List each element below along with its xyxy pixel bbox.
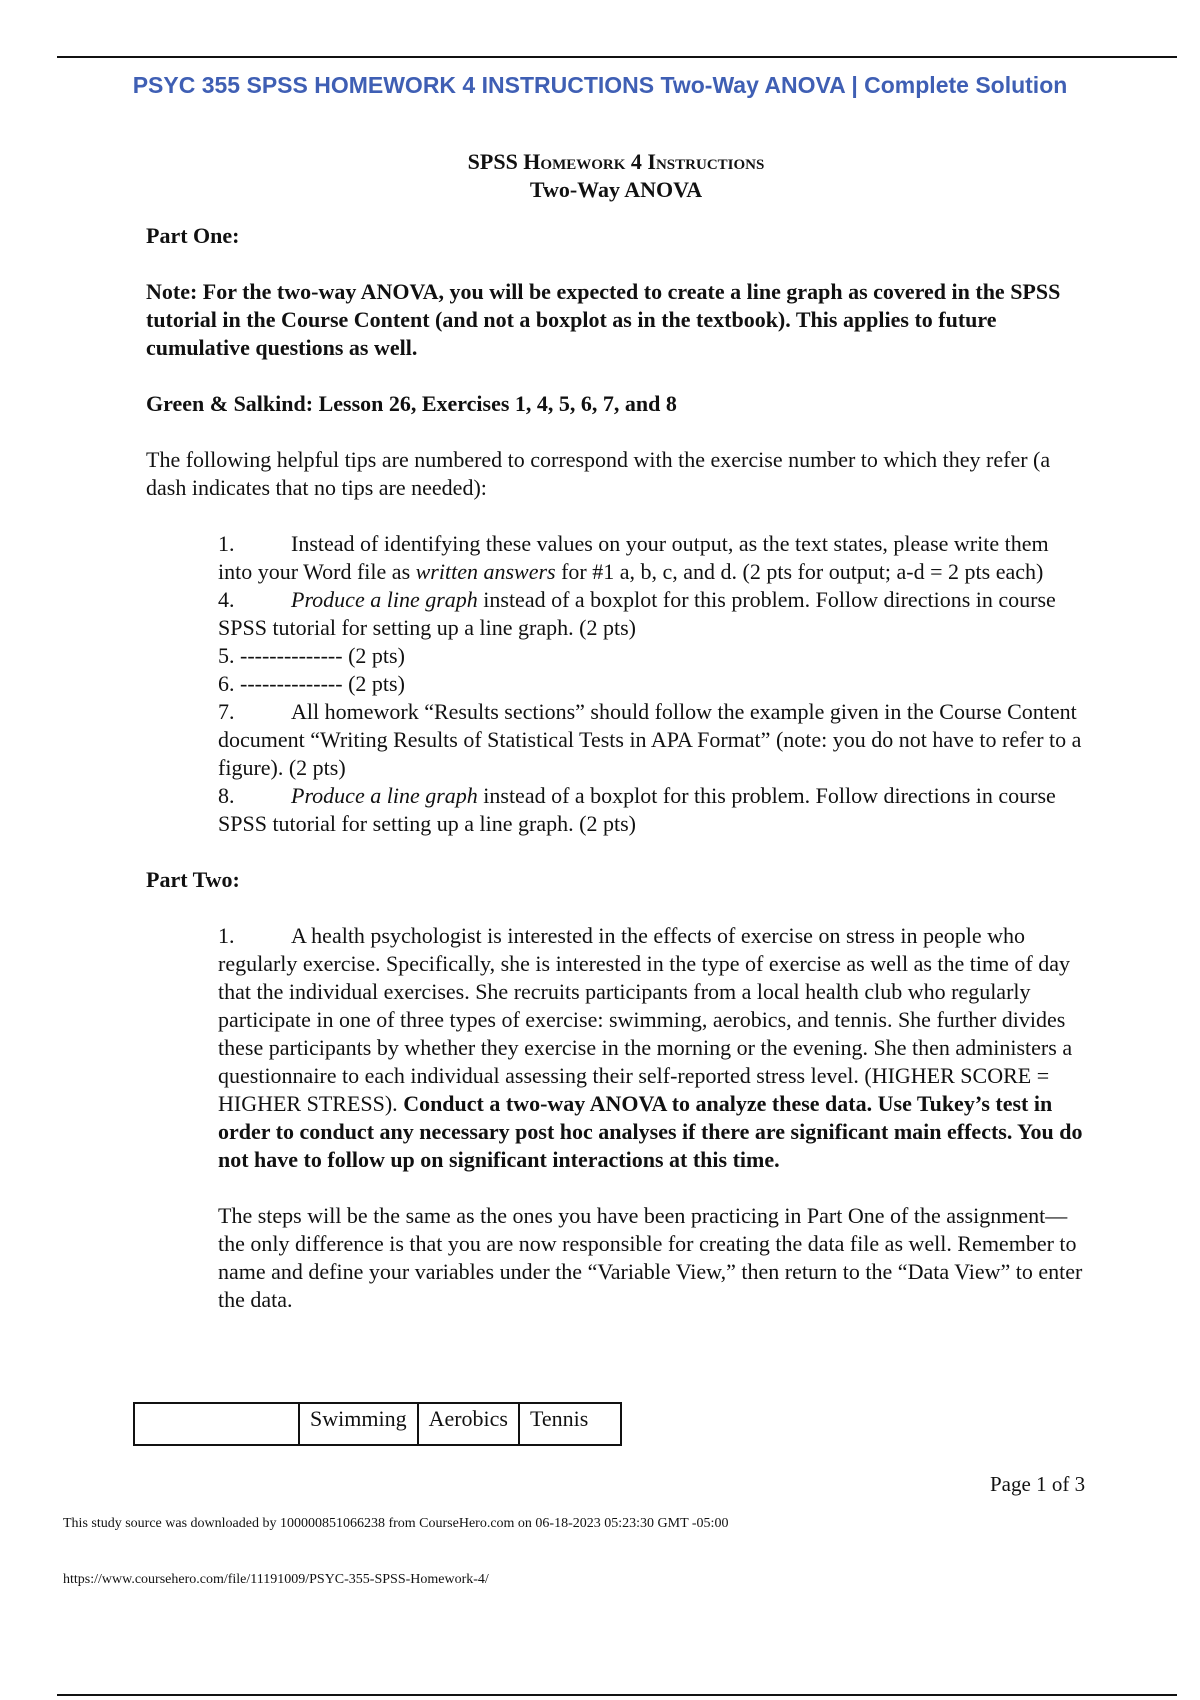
document-title: PSYC 355 SPSS HOMEWORK 4 INSTRUCTIONS Two-Way ANOVA | Complete Solution — [132, 72, 1068, 98]
question-1-text: A health psychologist is interested in the effects of exercise on stress in people who regularly exercise. Specifically, she is interested in the type of exercise as well as the time of day that the individual exercises. She recruits participants from a local health club who regularly participate in one of three types of exercise: swimming, aerobics, and tennis. She further divides these participants by whether they exercise in the morning or the evening. She then administers a questionnaire to each individual assessing their self-reported stress level. (HIGHER SCORE = HIGHER STRESS). — [218, 923, 1073, 1116]
tips-list — [218, 530, 1086, 838]
source-notice: This study source was downloaded by 100000851066238 from CourseHero.com on 06-18-2023 05:23:30 GMT -05:00 — [63, 1516, 729, 1531]
tip-1 — [218, 530, 1086, 586]
tip-8-number: 8. — [218, 783, 235, 808]
heading-line-2: Two-Way ANOVA — [529, 177, 703, 202]
table-header-cell: Aerobics — [418, 1403, 519, 1445]
tip-6: 6. -------------- (2 pts) — [218, 671, 405, 696]
part-one-note: Note: For the two-way ANOVA, you will be expected to create a line graph as covered in the SPSS tutorial in the Course Content (and not a boxplot as in the textbook). This applies to future cumulative questions as well. — [146, 279, 1061, 360]
part-two-question — [218, 922, 1086, 1314]
question-1 — [218, 922, 1086, 1174]
steps-paragraph: The steps will be the same as the ones you have been practicing in Part One of the assignment—the only difference is that you are now responsible for creating the data file as well. Remember to name and define your variables under the “Variable View,” then return to the “Data View” to enter the data. — [218, 1203, 1083, 1312]
tip-1-text-a: Instead of identifying these values on your output, as the text states, please write them into your Word file as — [218, 531, 1049, 584]
document-body — [146, 148, 1086, 1314]
tip-7-number: 7. — [218, 699, 235, 724]
data-table — [133, 1402, 622, 1446]
question-1-number: 1. — [218, 923, 235, 948]
table-header-cell: Tennis — [519, 1403, 621, 1445]
tip-4-emphasis: Produce a line graph — [291, 587, 478, 612]
table-header-cell — [134, 1403, 299, 1445]
tip-4-text: instead of a boxplot for this problem. Follow directions in course SPSS tutorial for setting up a line graph. (2 pts) — [218, 587, 1056, 640]
top-rule — [57, 56, 1177, 58]
heading-line-1: SPSS Homework 4 Instructions — [467, 149, 765, 174]
tip-4-number: 4. — [218, 587, 235, 612]
tip-1-text-b: for #1 a, b, c, and d. (2 pts for output; a-d = 2 pts each) — [555, 559, 1044, 584]
source-url[interactable]: https://www.coursehero.com/file/11191009/PSYC-355-SPSS-Homework-4/ — [63, 1572, 489, 1587]
tip-1-number: 1. — [218, 531, 235, 556]
tip-8-emphasis: Produce a line graph — [291, 783, 478, 808]
tip-8 — [218, 782, 1086, 838]
bottom-rule — [57, 1694, 1177, 1696]
tip-5: 5. -------------- (2 pts) — [218, 643, 405, 668]
part-one-lesson: Green & Salkind: Lesson 26, Exercises 1, 4, 5, 6, 7, and 8 — [146, 391, 677, 416]
tip-7 — [218, 698, 1086, 782]
tip-1-emphasis: written answers — [415, 559, 556, 584]
document-heading — [146, 148, 1086, 204]
tip-4 — [218, 586, 1086, 642]
part-one-intro: The following helpful tips are numbered to correspond with the exercise number to which they refer (a dash indicates that no tips are needed): — [146, 447, 1051, 500]
page-number: Page 1 of 3 — [990, 1472, 1086, 1496]
part-two-title: Part Two: — [146, 867, 240, 892]
table-header-row — [134, 1403, 621, 1445]
question-1-bold-text: Conduct a two-way ANOVA to analyze these data. Use Tukey’s test in order to conduct any necessary post hoc analyses if there are significant main effects. You do not have to follow up on significant interactions at this time. — [218, 1091, 1083, 1172]
tip-8-text: instead of a boxplot for this problem. Follow directions in course SPSS tutorial for setting up a line graph. (2 pts) — [218, 783, 1056, 836]
part-one-title: Part One: — [146, 223, 240, 248]
tip-7-text: All homework “Results sections” should follow the example given in the Course Content document “Writing Results of Statistical Tests in APA Format” (note: you do not have to refer to a figure). (2 pts) — [218, 699, 1082, 780]
table-header-cell: Swimming — [299, 1403, 418, 1445]
